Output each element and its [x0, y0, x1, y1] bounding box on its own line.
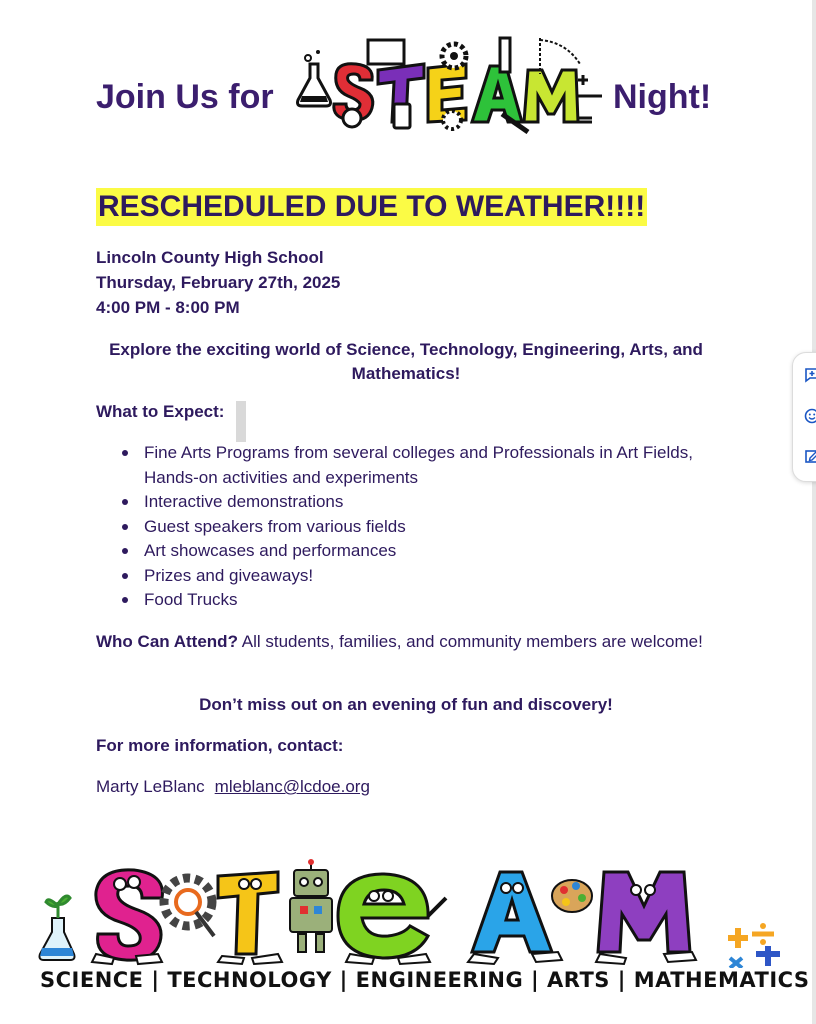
expect-heading: What to Expect: [96, 402, 225, 421]
paint-palette-icon [552, 880, 592, 912]
add-comment-icon[interactable] [804, 367, 816, 383]
event-time: 4:00 PM - 8:00 PM [96, 298, 240, 317]
flask-icon [298, 50, 331, 106]
list-item: Interactive demonstrations [96, 490, 716, 515]
intro-text: Explore the exciting world of Science, Technology, Engineering, Arts, and Mathematics! [109, 340, 703, 383]
page-edge [812, 0, 816, 1024]
attend-paragraph [96, 630, 706, 654]
list-item: Guest speakers from various fields [96, 515, 716, 540]
side-action-panel [792, 352, 816, 482]
steam-logo [296, 34, 608, 134]
header-night-text: Night! [613, 78, 712, 116]
contact-email-link[interactable]: mleblanc@lcdoe.org [214, 777, 370, 796]
emoji-icon[interactable] [804, 408, 816, 424]
banner-letter-a [472, 872, 552, 952]
steam-banner [38, 858, 784, 968]
logo-letter-a [472, 66, 522, 122]
list-item: Art showcases and performances [96, 539, 716, 564]
plant-flask-icon [40, 896, 75, 960]
suggest-edit-icon[interactable] [804, 448, 816, 464]
list-item: Prizes and giveaways! [96, 564, 716, 589]
contact-name: Marty LeBlanc [96, 777, 205, 796]
attend-text: All students, families, and community members are welcome! [237, 632, 703, 651]
math-symbols-icon [728, 923, 780, 968]
banner-caption: SCIENCE | TECHNOLOGY | ENGINEERING | ARTS | MATHEMATICS [40, 968, 810, 992]
contact-heading: For more information, contact: [96, 736, 344, 755]
expect-list [96, 441, 716, 613]
attend-label: Who Can Attend? [96, 632, 238, 651]
rescheduled-notice: RESCHEDULED DUE TO WEATHER!!!! [96, 188, 647, 226]
event-location: Lincoln County High School [96, 248, 324, 267]
banner-letter-m [598, 872, 690, 952]
contact-line [96, 777, 370, 797]
logo-letter-m [524, 70, 578, 122]
list-item: Food Trucks [96, 588, 716, 613]
gear-bulb-icon [164, 878, 214, 936]
tagline: Don’t miss out on an evening of fun and discovery! [199, 695, 613, 714]
banner-letter-e [338, 874, 428, 958]
robot-icon [290, 859, 332, 952]
event-date: Thursday, February 27th, 2025 [96, 273, 341, 292]
text-cursor [236, 401, 246, 442]
list-item: Fine Arts Programs from several colleges and Professionals in Art Fields, Hands-on activities and experiments [96, 441, 716, 490]
header-join-text: Join Us for [96, 78, 274, 116]
